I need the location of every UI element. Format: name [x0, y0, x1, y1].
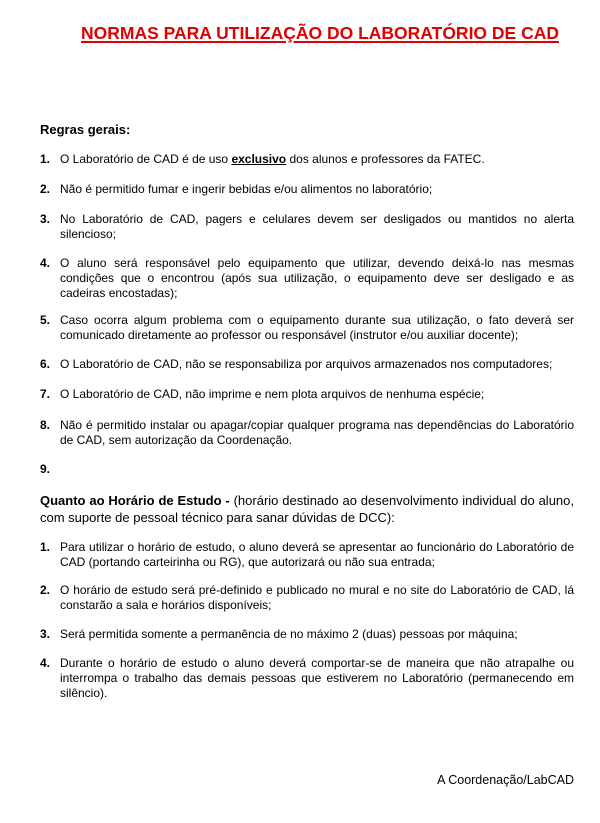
list-item: [40, 627, 574, 642]
study-hours-intro: [40, 492, 574, 526]
item-number: 1.: [40, 152, 51, 166]
item-number: 2.: [40, 182, 51, 196]
item-text: O Laboratório de CAD, não imprime e nem plota arquivos de nenhuma espécie;: [60, 387, 485, 401]
list-item: [40, 212, 574, 242]
list-item: [40, 357, 574, 372]
list-item: [40, 387, 574, 402]
item-number: 9.: [40, 462, 51, 476]
item-number: 3.: [40, 212, 51, 226]
item-number: 4.: [40, 256, 51, 270]
list-item: [40, 540, 574, 570]
item-number: 4.: [40, 656, 51, 670]
item-number: 3.: [40, 627, 51, 641]
item-text: Caso ocorra algum problema com o equipamento durante sua utilização, o fato deverá ser comunicado diretamente ao professor ou responsável (instrutor e/ou auxiliar docente);: [60, 313, 574, 342]
study-hours-heading: Quanto ao Horário de Estudo -: [40, 493, 230, 508]
list-item: [40, 256, 574, 301]
item-number: 7.: [40, 387, 51, 401]
general-rules-heading: Regras gerais:: [40, 122, 131, 137]
item-text: Durante o horário de estudo o aluno deverá comportar-se de maneira que não atrapalhe ou interrompa o trabalho das demais pessoas que estiverem no Laboratório (permanecendo em silêncio).: [60, 656, 574, 700]
item-text: No Laboratório de CAD, pagers e celulares devem ser desligados ou mantidos no alerta silencioso;: [60, 212, 574, 241]
item-text: O Laboratório de CAD é de uso exclusivo dos alunos e professores da FATEC.: [60, 152, 485, 166]
list-item: [40, 313, 574, 343]
item-number: 1.: [40, 540, 51, 554]
study-hours-description: (horário destinado ao desenvolvimento individual do aluno, com suporte de pessoal técnico para sanar dúvidas de DCC):: [40, 493, 574, 525]
emphasis-text: exclusivo: [231, 152, 287, 166]
item-text: Não é permitido fumar e ingerir bebidas e/ou alimentos no laboratório;: [60, 182, 433, 196]
item-text: O horário de estudo será pré-definido e publicado no mural e no site do Laboratório de CAD, lá constarão a sala e horários disponíveis;: [60, 583, 574, 612]
page-title: NORMAS PARA UTILIZAÇÃO DO LABORATÓRIO DE CAD: [81, 23, 559, 43]
item-text: Para utilizar o horário de estudo, o aluno deverá se apresentar ao funcionário do Laboratório de CAD (portando carteirinha ou RG), que autorizará ou não sua entrada;: [60, 540, 574, 569]
item-number: 8.: [40, 418, 51, 432]
item-text: O Laboratório de CAD, não se responsabiliza por arquivos armazenados nos computadores;: [60, 357, 553, 371]
list-item: [40, 583, 574, 613]
list-item: [40, 152, 574, 167]
item-text: Não é permitido instalar ou apagar/copiar qualquer programa nas dependências do Laboratório de CAD, sem autorização da Coordenação.: [60, 418, 574, 447]
footer-signature: A Coordenação/LabCAD: [437, 773, 574, 787]
item-number: 2.: [40, 583, 51, 597]
list-item: [40, 656, 574, 701]
item-number: 6.: [40, 357, 51, 371]
item-text: O aluno será responsável pelo equipamento que utilizar, devendo deixá-lo nas mesmas condições que o encontrou (após sua utilização, o equipamento deve ser desligado e as cadeiras encostadas);: [60, 256, 574, 300]
list-item: [40, 182, 574, 197]
item-number: 5.: [40, 313, 51, 327]
item-text: Será permitida somente a permanência de no máximo 2 (duas) pessoas por máquina;: [60, 627, 518, 641]
list-item: [40, 418, 574, 448]
